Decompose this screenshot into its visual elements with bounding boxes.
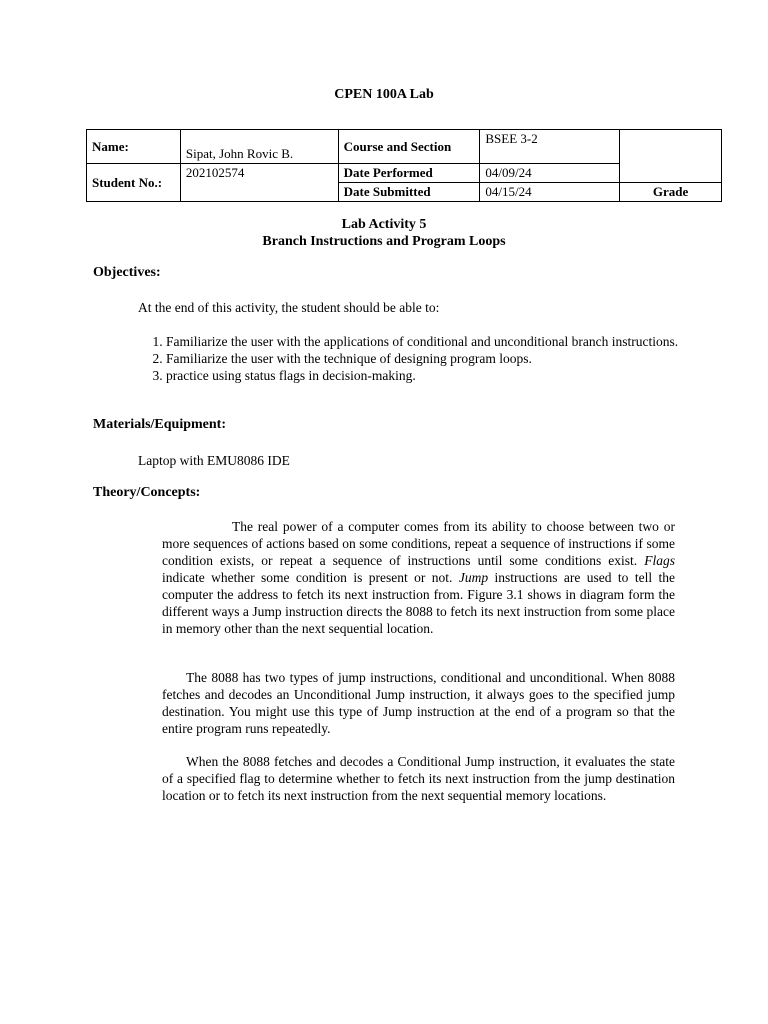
- theory-heading: Theory/Concepts:: [93, 485, 201, 500]
- objective-item: 3. practice using status flags in decision-making.: [166, 367, 711, 384]
- objectives-intro: At the end of this activity, the student should be able to:: [138, 300, 440, 315]
- student-no-value: 202102574: [180, 164, 338, 202]
- theory-paragraph-3: When the 8088 fetches and decodes a Conditional Jump instruction, it evaluates the state of a specified flag to determine whether to fetch its next instruction from the jump destination location or to fetch its next instruction from the next sequential memory locations.: [162, 754, 675, 803]
- materials-item: Laptop with EMU8086 IDE: [138, 453, 290, 468]
- name-label: Name:: [87, 130, 181, 164]
- student-no-label: Student No.:: [87, 164, 181, 202]
- course-value: BSEE 3-2: [480, 130, 620, 164]
- date-submitted-label: Date Submitted: [338, 183, 480, 202]
- name-value: Sipat, John Rovic B.: [180, 130, 338, 164]
- grade-box: [620, 130, 722, 183]
- date-performed-value: 04/09/24: [480, 164, 620, 183]
- objective-item: 1. Familiarize the user with the applications of conditional and unconditional branch instructions.: [166, 333, 711, 350]
- activity-number: Lab Activity 5: [341, 217, 427, 232]
- materials-heading: Materials/Equipment:: [93, 417, 226, 432]
- theory-paragraph-1: The real power of a computer comes from its ability to choose between two or more sequences of actions based on some conditions, repeat a sequence of instructions if some condition exists, or repeat a sequence of instructions until some conditions exist. Flags indicate whether some condition is present or not. Jump instructions are used to tell the computer the address to fetch its next instruction from. Figure 3.1 shows in diagram form the different ways a Jump instruction directs the 8088 to fetch its next instruction from some place in memory other than the next sequential location.: [162, 519, 675, 636]
- date-performed-label: Date Performed: [338, 164, 480, 183]
- student-info-table: [86, 129, 722, 202]
- objectives-heading: Objectives:: [93, 265, 161, 280]
- activity-title: Branch Instructions and Program Loops: [262, 234, 506, 249]
- date-submitted-value: 04/15/24: [480, 183, 620, 202]
- grade-label: Grade: [620, 183, 722, 202]
- jump-term: Jump: [458, 570, 489, 585]
- objective-item: 2. Familiarize the user with the technique of designing program loops.: [166, 350, 711, 367]
- theory-paragraph-2: The 8088 has two types of jump instructions, conditional and unconditional. When 8088 fetches and decodes an Unconditional Jump instruction, it always goes to the specified jump destination. You might use this type of Jump instruction at the end of a program so that the entire program runs repeatedly.: [162, 670, 675, 736]
- activity-heading: [0, 216, 768, 250]
- page-title: CPEN 100A Lab: [334, 87, 434, 102]
- course-label: Course and Section: [338, 130, 480, 164]
- flags-term: Flags: [644, 553, 675, 568]
- objectives-list: [138, 333, 711, 384]
